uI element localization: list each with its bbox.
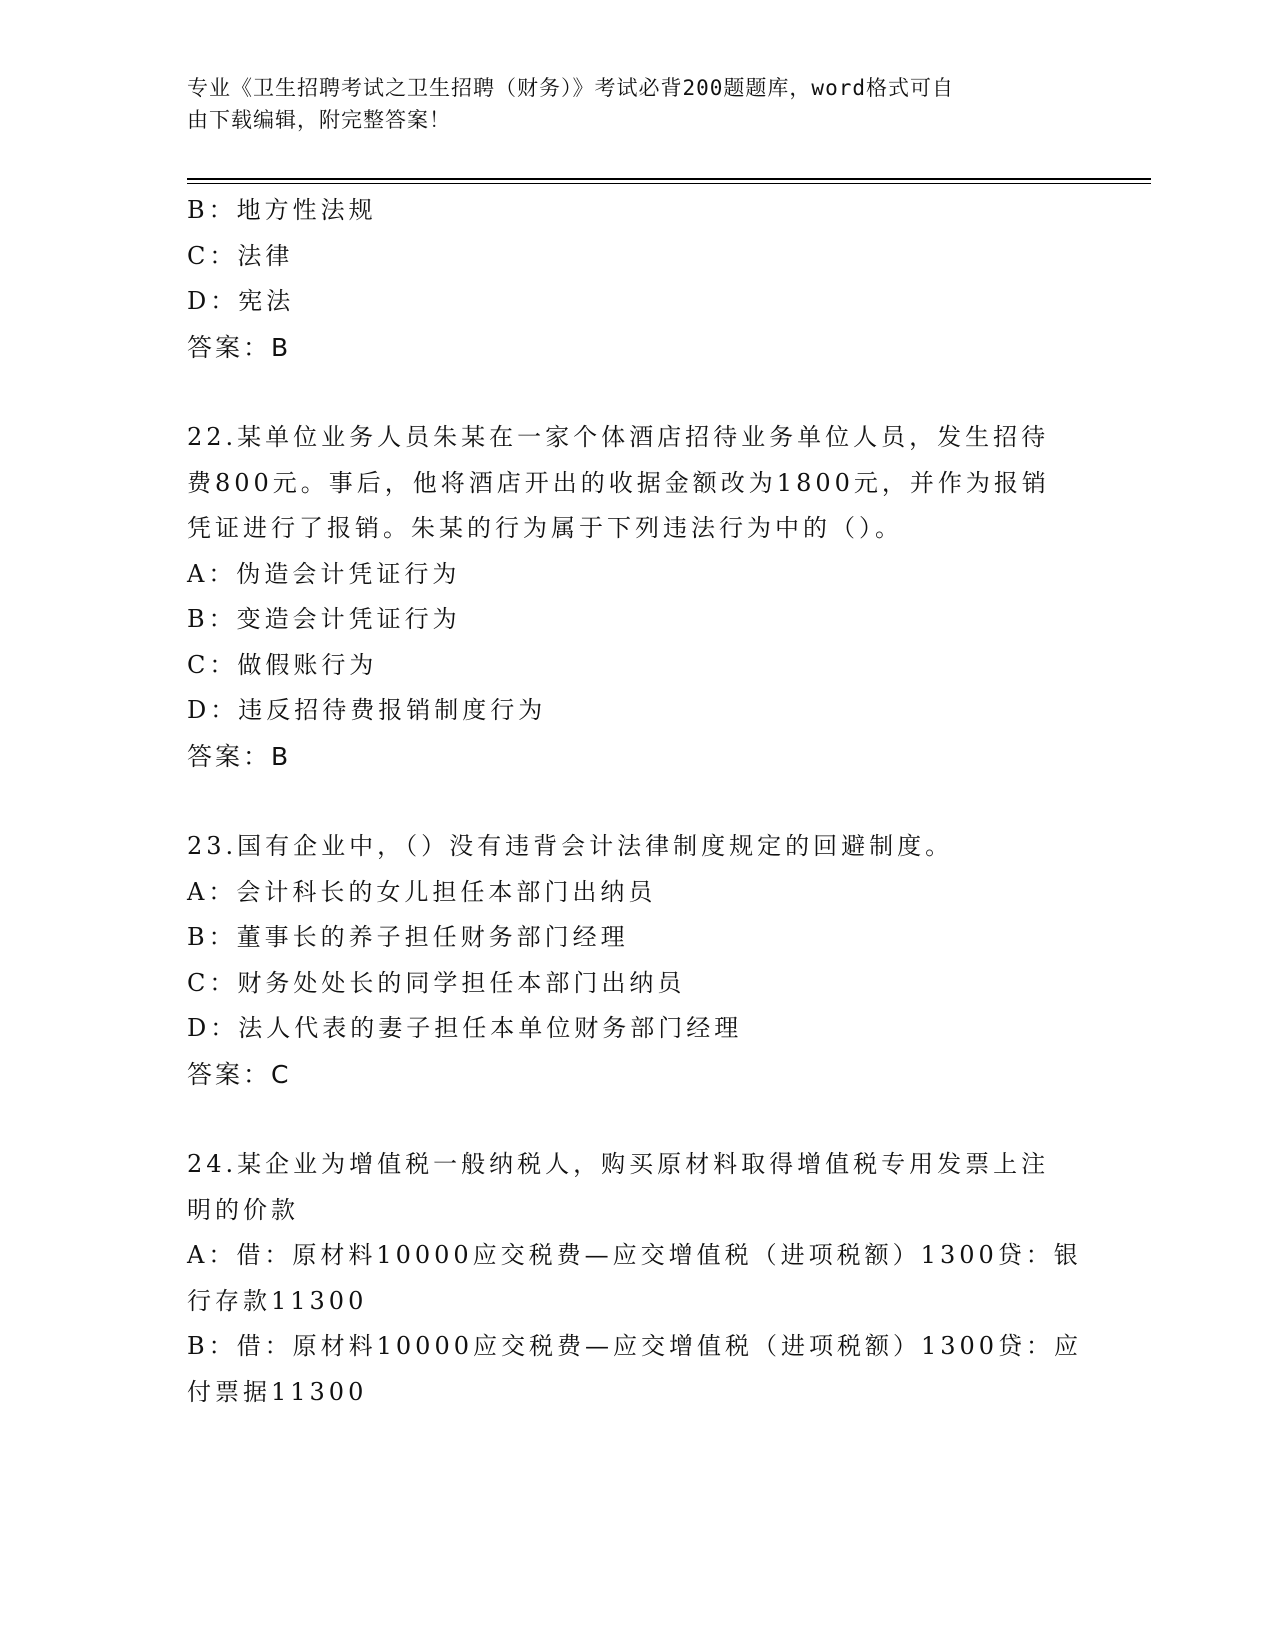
document-header <box>187 72 1067 136</box>
spacer <box>187 779 1087 824</box>
q21-option-d: D：宪法 <box>187 287 295 315</box>
q23-option-b: B：董事长的养子担任财务部门经理 <box>187 923 629 951</box>
q22-stem-line-3: 凭证进行了报销。朱某的行为属于下列违法行为中的（）。 <box>187 514 903 542</box>
q23-stem-line-1: 23.国有企业中，（）没有违背会计法律制度规定的回避制度。 <box>187 832 954 860</box>
q23-answer: 答案：C <box>187 1059 292 1089</box>
header-title-line-2: 由下载编辑，附完整答案！ <box>187 108 451 132</box>
q22-option-b: B：变造会计凭证行为 <box>187 605 461 633</box>
q21-option-c: C：法律 <box>187 241 294 270</box>
q22-stem-line-2: 费800元。事后，他将酒店开出的收据金额改为1800元，并作为报销 <box>187 468 1050 497</box>
spacer <box>187 370 1087 415</box>
q24-stem-line-1: 24.某企业为增值税一般纳税人，购买原材料取得增值税专用发票上注 <box>187 1150 1050 1178</box>
q24-option-b-line-2: 付票据11300 <box>187 1377 368 1406</box>
q22-option-c: C：做假账行为 <box>187 650 378 679</box>
question-23 <box>187 824 1087 1097</box>
q24-option-a-line-1: A：借：原材料10000应交税费—应交增值税（进项税额）1300贷：银 <box>187 1241 1082 1269</box>
q24-option-a-line-2: 行存款11300 <box>187 1286 368 1315</box>
q23-option-c: C：财务处处长的同学担任本部门出纳员 <box>187 968 686 997</box>
question-22 <box>187 415 1087 779</box>
header-title-line-1: 专业《卫生招聘考试之卫生招聘（财务）》考试必背200题题库，word格式可自 <box>187 76 954 100</box>
q22-option-d: D：违反招待费报销制度行为 <box>187 696 547 724</box>
q22-stem-line-1: 22.某单位业务人员朱某在一家个体酒店招待业务单位人员，发生招待 <box>187 423 1050 451</box>
header-rule-thick <box>187 178 1151 180</box>
spacer <box>187 1097 1087 1142</box>
q23-option-a: A：会计科长的女儿担任本部门出纳员 <box>187 877 657 906</box>
q22-answer: 答案：B <box>187 741 292 771</box>
question-content <box>187 188 1087 1415</box>
q24-option-b-line-1: B：借：原材料10000应交税费—应交增值税（进项税额）1300贷：应 <box>187 1332 1083 1360</box>
q23-option-d: D：法人代表的妻子担任本单位财务部门经理 <box>187 1014 743 1042</box>
question-24 <box>187 1142 1087 1415</box>
q21-answer: 答案：B <box>187 332 292 362</box>
q24-stem-line-2: 明的价款 <box>187 1195 299 1224</box>
q22-option-a: A：伪造会计凭证行为 <box>187 559 461 588</box>
question-21 <box>187 188 1087 370</box>
header-rule-thin <box>187 183 1151 184</box>
q21-option-b: B：地方性法规 <box>187 196 377 224</box>
